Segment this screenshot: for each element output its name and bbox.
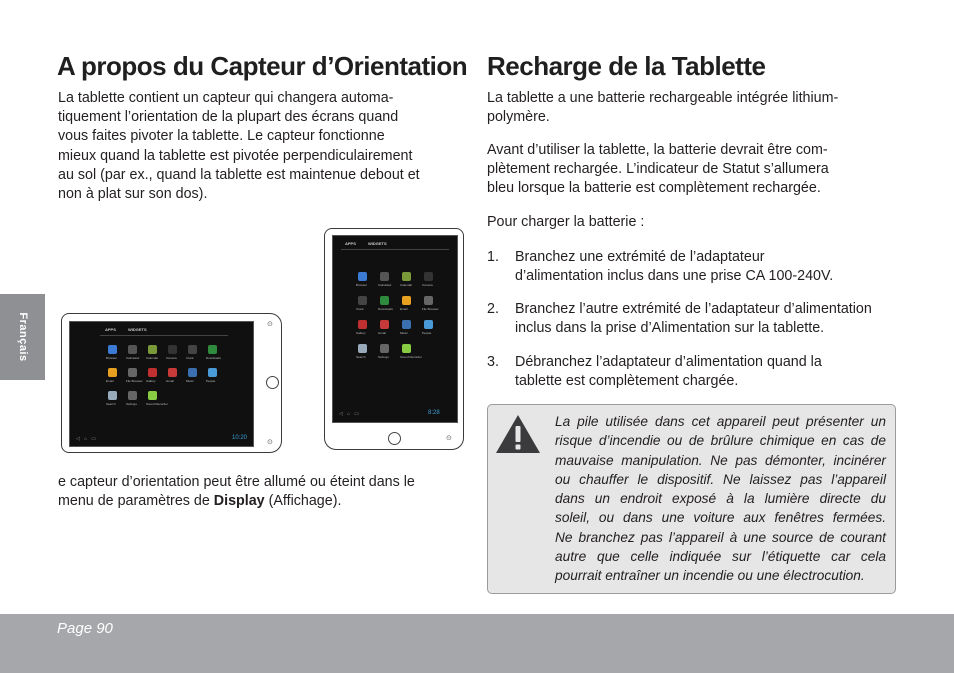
app-icon xyxy=(148,368,157,377)
step-2-number: 2. xyxy=(487,301,499,317)
home-button xyxy=(388,432,401,445)
app-label: Gmail xyxy=(166,379,174,383)
tablet-portrait-screen xyxy=(332,235,458,423)
p2-line: plètement rechargée. L’indicateur de Statut s’allumera xyxy=(487,161,829,178)
step-3-text xyxy=(515,353,822,391)
warning-box xyxy=(487,404,896,594)
app-icon xyxy=(108,345,117,354)
step-2-text xyxy=(515,300,872,338)
warning-line: autre que celle indiquée sur l’étiquette car cela xyxy=(555,549,886,565)
intro-line: La tablette contient un capteur qui changera automa- xyxy=(58,90,394,106)
app-icon xyxy=(188,368,197,377)
app-icon xyxy=(128,345,137,354)
app-icon xyxy=(424,272,433,281)
step-3-number: 3. xyxy=(487,354,499,370)
warning-line: risque d’incendie ou de brûlure chimique en cas de xyxy=(555,433,886,449)
app-icon xyxy=(424,320,433,329)
app-label: Email xyxy=(400,307,408,311)
app-label: File Browser xyxy=(126,379,143,383)
app-label: People xyxy=(422,331,432,335)
app-icon xyxy=(358,272,367,281)
p1-line: polymère. xyxy=(487,109,550,126)
app-label: Camera xyxy=(422,283,433,287)
step-line: inclus dans la prise d’Alimentation sur la tablette. xyxy=(515,320,825,337)
app-label: Calculator xyxy=(378,283,392,287)
warning-line: La pile utilisée dans cet appareil peut présenter un xyxy=(555,414,886,429)
app-icon xyxy=(168,345,177,354)
intro-line: non à plat sur son dos). xyxy=(58,186,208,203)
app-label: People xyxy=(206,379,216,383)
section-title-charging: Recharge de la Tablette xyxy=(487,51,766,81)
outro-line: e capteur d’orientation peut être allumé ou éteint dans le xyxy=(58,474,415,490)
outro-line xyxy=(58,492,415,511)
app-icon xyxy=(380,296,389,305)
app-label: Settings xyxy=(126,402,137,406)
app-label: Browser xyxy=(106,356,118,360)
section-title-orientation: A propos du Capteur d’Orientation xyxy=(57,51,468,81)
step-line: d’alimentation inclus dans une prise CA 100-240V. xyxy=(515,268,834,285)
app-icon xyxy=(128,391,137,400)
app-icon xyxy=(108,391,117,400)
warning-text xyxy=(555,412,886,586)
app-icon xyxy=(380,272,389,281)
step-line: Branchez une extrémité de l’adaptateur xyxy=(515,249,765,265)
charging-paragraph-2 xyxy=(487,141,829,199)
app-label: Calculator xyxy=(126,356,140,360)
app-label: Music xyxy=(186,379,194,383)
app-label: Email xyxy=(106,379,114,383)
app-icon xyxy=(358,296,367,305)
page-number: Page 90 xyxy=(57,620,113,637)
portrait-tab-widgets: WIDGETS xyxy=(368,241,387,246)
warning-line: ou chauffer le dispositif. Ne laissez pas l’appareil xyxy=(555,471,886,487)
intro-line: vous faites pivoter la tablette. Le capteur fonctionne xyxy=(58,128,385,145)
outro-text: (Affichage). xyxy=(264,493,342,510)
warning-line: soleil, ou dans une voiture aux fenêtres fermées. xyxy=(555,510,886,526)
app-label: Settings xyxy=(378,355,389,359)
language-label: Français xyxy=(16,312,29,362)
warning-line: dans un endroit exposé à la lumière directe du xyxy=(555,491,886,507)
app-label: Calendar xyxy=(146,356,159,360)
app-icon xyxy=(148,345,157,354)
app-label: Browser xyxy=(356,283,368,287)
app-icon xyxy=(208,368,217,377)
app-label: Sound Recorder xyxy=(400,355,422,359)
charging-paragraph-1 xyxy=(487,89,838,127)
portrait-nav-icons: ◁ ⌂ ▭ xyxy=(339,411,359,417)
app-label: Clock xyxy=(186,356,194,360)
camera-icon: ⊙ xyxy=(267,321,273,328)
outro-text: menu de paramètres de xyxy=(58,493,214,510)
portrait-tab-apps: APPS xyxy=(345,241,356,246)
app-label: Search xyxy=(106,402,116,406)
language-side-tab xyxy=(0,294,45,380)
app-icon xyxy=(424,296,433,305)
app-icon xyxy=(128,368,137,377)
app-icon xyxy=(380,320,389,329)
app-icon xyxy=(208,345,217,354)
step-line: Branchez l’autre extrémité de l’adaptateur d’alimentation xyxy=(515,301,872,317)
app-icon xyxy=(358,320,367,329)
warning-triangle-icon xyxy=(494,413,542,455)
app-icon xyxy=(358,344,367,353)
p1-line: La tablette a une batterie rechargeable intégrée lithium- xyxy=(487,90,839,106)
app-label: Search xyxy=(356,355,366,359)
portrait-clock: 8:28 xyxy=(428,410,440,416)
app-icon xyxy=(402,344,411,353)
app-label: Gmail xyxy=(378,331,386,335)
step-line: Débranchez l’adaptateur d’alimentation quand la xyxy=(515,354,822,370)
step-line: tablette est complètement chargée. xyxy=(515,373,739,390)
app-label: Downloads xyxy=(206,356,221,360)
app-icon xyxy=(108,368,117,377)
charging-paragraph-3: Pour charger la batterie : xyxy=(487,214,645,230)
display-setting-name: Display xyxy=(213,493,265,510)
intro-line: mieux quand la tablette est pivotée perpendiculairement xyxy=(58,147,413,164)
app-label: Clock xyxy=(356,307,364,311)
app-icon xyxy=(402,320,411,329)
sensor-icon: ⊙ xyxy=(267,439,273,446)
app-label: Calendar xyxy=(400,283,413,287)
orientation-outro xyxy=(58,473,415,511)
landscape-nav-icons: ◁ ⌂ ▭ xyxy=(76,436,96,442)
app-icon xyxy=(402,272,411,281)
tablet-portrait-illustration xyxy=(324,228,464,450)
intro-line: au sol (par ex., quand la tablette est maintenue debout et xyxy=(58,166,420,183)
p2-line: Avant d’utiliser la tablette, la batterie devrait être com- xyxy=(487,142,828,158)
app-icon xyxy=(380,344,389,353)
page-footer xyxy=(0,614,954,673)
app-label: Gallery xyxy=(356,331,366,335)
home-button xyxy=(266,376,279,389)
warning-line: mauvaise manipulation. Ne pas démonter, incinérer xyxy=(555,452,886,468)
step-1-text xyxy=(515,248,833,286)
app-label: Downloads xyxy=(378,307,393,311)
tablet-landscape-illustration xyxy=(61,313,282,453)
orientation-intro xyxy=(58,89,420,204)
step-1-number: 1. xyxy=(487,249,499,265)
app-icon xyxy=(168,368,177,377)
p2-line: bleu lorsque la batterie est complètement rechargée. xyxy=(487,180,821,197)
app-icon xyxy=(148,391,157,400)
app-label: Gallery xyxy=(146,379,156,383)
landscape-tab-apps: APPS xyxy=(105,327,116,332)
camera-icon: ⊙ xyxy=(446,435,452,442)
landscape-clock: 10:20 xyxy=(232,435,248,441)
intro-line: tiquement l’orientation de la plupart des écrans quand xyxy=(58,109,399,126)
warning-line: Ne branchez pas l’appareil à une source de courant xyxy=(555,529,886,545)
app-label: File Browser xyxy=(422,307,439,311)
app-icon xyxy=(188,345,197,354)
app-icon xyxy=(402,296,411,305)
app-label: Sound Recorder xyxy=(146,402,168,406)
app-label: Camera xyxy=(166,356,177,360)
warning-line: pourrait entraîner un incendie ou une électrocution. xyxy=(555,568,865,584)
tablet-landscape-screen xyxy=(69,321,254,447)
landscape-tab-widgets: WIDGETS xyxy=(128,327,147,332)
app-label: Music xyxy=(400,331,408,335)
